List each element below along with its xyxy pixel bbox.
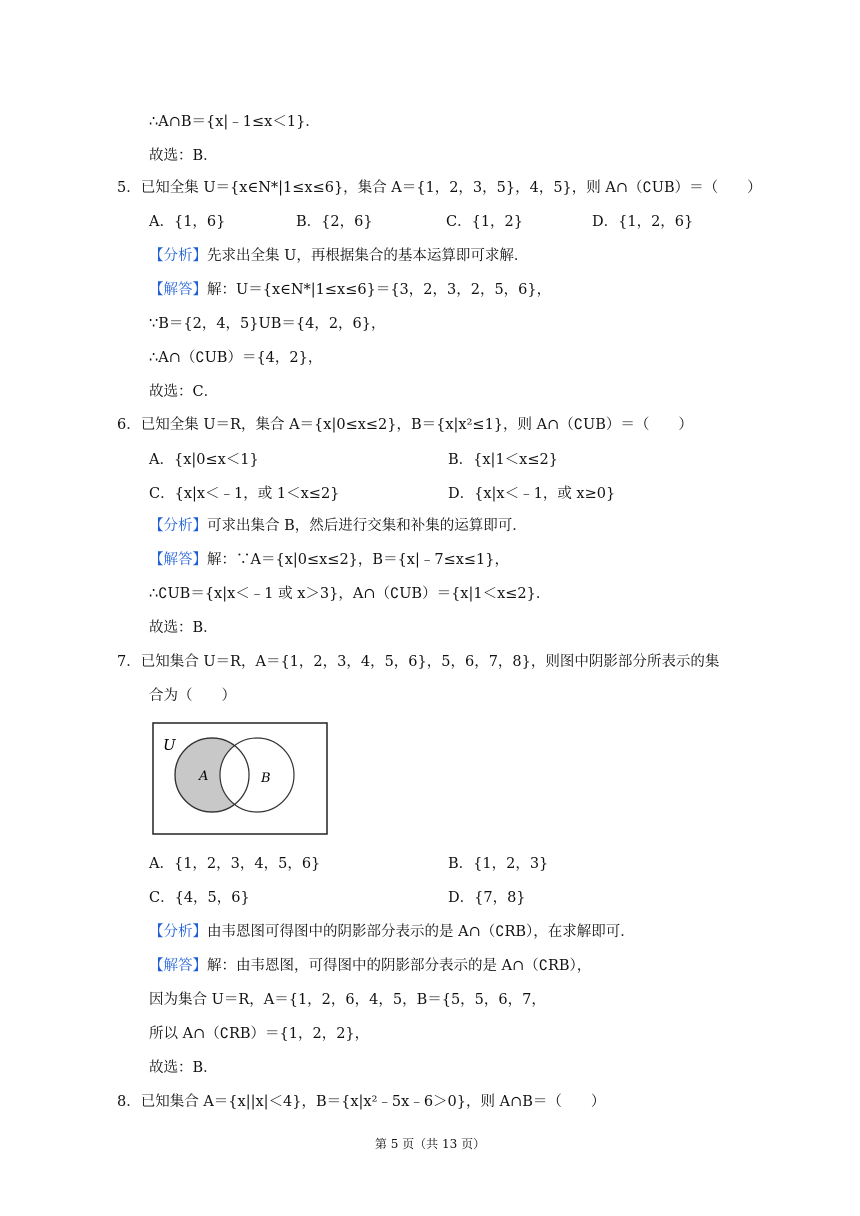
q6-option-d[interactable]: D．{x|x＜﹣1，或 x≥0} bbox=[448, 486, 616, 502]
q5-option-b[interactable]: B．{2，6} bbox=[296, 214, 373, 230]
q5-answer-text-1: 解：U＝{x∈N*|1≤x≤6}＝{3，2，3，2，5，6}， bbox=[207, 282, 552, 298]
q5-option-d[interactable]: D．{1，2，6} bbox=[592, 214, 694, 230]
q5-stem: 5．已知全集 U＝{x∈N*|1≤x≤6}，集合 A＝{1，2，3，5}，4，5}，则 A∩（∁UB）＝（ ） bbox=[117, 180, 762, 196]
venn-b-label: B bbox=[261, 771, 271, 786]
q8-stem: 8．已知集合 A＝{x||x|＜4}，B＝{x|x²﹣5x﹣6＞0}，则 A∩B＝（ ） bbox=[117, 1094, 606, 1110]
q5-option-a[interactable]: A．{1，6} bbox=[149, 214, 226, 230]
q7-answer-3: 所以 A∩（∁RB）＝{1，2，2}， bbox=[149, 1026, 370, 1042]
q7-stem: 7．已知集合 U＝R，A＝{1，2，3，4，5，6}，5，6，7，8}，则图中阴影部分所表示的集 bbox=[117, 654, 720, 670]
answer-tag: 【解答】 bbox=[149, 552, 207, 568]
q6-option-a[interactable]: A．{x|0≤x＜1} bbox=[149, 452, 259, 468]
q7-option-a[interactable]: A．{1，2，3，4，5，6} bbox=[149, 856, 321, 872]
q7-option-c[interactable]: C．{4，5，6} bbox=[149, 890, 250, 906]
q7-answer-text-1: 解：由韦恩图，可得图中的阴影部分表示的是 A∩（∁RB）， bbox=[207, 958, 592, 974]
venn-a-label: A bbox=[199, 769, 209, 784]
q7-analysis bbox=[149, 922, 635, 942]
q5-answer-1 bbox=[149, 280, 551, 300]
q7-answer-2: 因为集合 U＝R，A＝{1，2，6，4，5，B＝{5，5，6，7， bbox=[149, 992, 546, 1008]
q7-answer-choice: 故选：B． bbox=[149, 1060, 218, 1076]
q6-answer-choice: 故选：B． bbox=[149, 620, 218, 636]
prev-answer-line: ∴A∩B＝{x|﹣1≤x＜1}． bbox=[149, 114, 320, 130]
q6-option-b[interactable]: B．{x|1＜x≤2} bbox=[448, 452, 558, 468]
analysis-tag: 【分析】 bbox=[149, 924, 207, 940]
q6-answer-1 bbox=[149, 550, 509, 570]
answer-tag: 【解答】 bbox=[149, 282, 207, 298]
venn-diagram bbox=[152, 722, 330, 838]
q5-analysis bbox=[149, 246, 528, 266]
q5-answer-3: ∴A∩（∁UB）＝{4，2}， bbox=[149, 350, 323, 366]
q7-answer-1 bbox=[149, 956, 591, 976]
q7-option-d[interactable]: D．{7，8} bbox=[448, 890, 526, 906]
q5-answer-2: ∵B＝{2，4，5}UB＝{4，2，6}， bbox=[149, 316, 386, 332]
q7-option-b[interactable]: B．{1，2，3} bbox=[448, 856, 549, 872]
q6-analysis bbox=[149, 516, 527, 536]
q5-analysis-text: 先求出全集 U，再根据集合的基本运算即可求解． bbox=[207, 248, 529, 264]
q7-stem-cont: 合为（ ） bbox=[149, 688, 236, 704]
q5-option-c[interactable]: C．{1，2} bbox=[446, 214, 523, 230]
analysis-tag: 【分析】 bbox=[149, 248, 207, 264]
q6-option-c[interactable]: C．{x|x＜﹣1，或 1＜x≤2} bbox=[149, 486, 340, 502]
prev-answer-choice: 故选：B． bbox=[149, 148, 218, 164]
q6-answer-text-1: 解：∵A＝{x|0≤x≤2}，B＝{x|﹣7≤x≤1}， bbox=[207, 552, 510, 568]
answer-tag: 【解答】 bbox=[149, 958, 207, 974]
q6-answer-2: ∴∁UB＝{x|x＜﹣1 或 x＞3}，A∩（∁UB）＝{x|1＜x≤2}． bbox=[149, 586, 551, 602]
page-footer: 第 5 页（共 13 页） bbox=[374, 1137, 486, 1151]
venn-u-label: U bbox=[163, 736, 176, 754]
q7-analysis-text: 由韦恩图可得图中的阴影部分表示的是 A∩（∁RB），在求解即可． bbox=[207, 924, 635, 940]
q5-answer-choice: 故选：C． bbox=[149, 384, 219, 400]
q6-analysis-text: 可求出集合 B，然后进行交集和补集的运算即可． bbox=[207, 518, 527, 534]
analysis-tag: 【分析】 bbox=[149, 518, 207, 534]
q6-stem: 6．已知全集 U＝R，集合 A＝{x|0≤x≤2}，B＝{x|x²≤1}，则 A∩（∁UB）＝（ ） bbox=[117, 417, 693, 433]
